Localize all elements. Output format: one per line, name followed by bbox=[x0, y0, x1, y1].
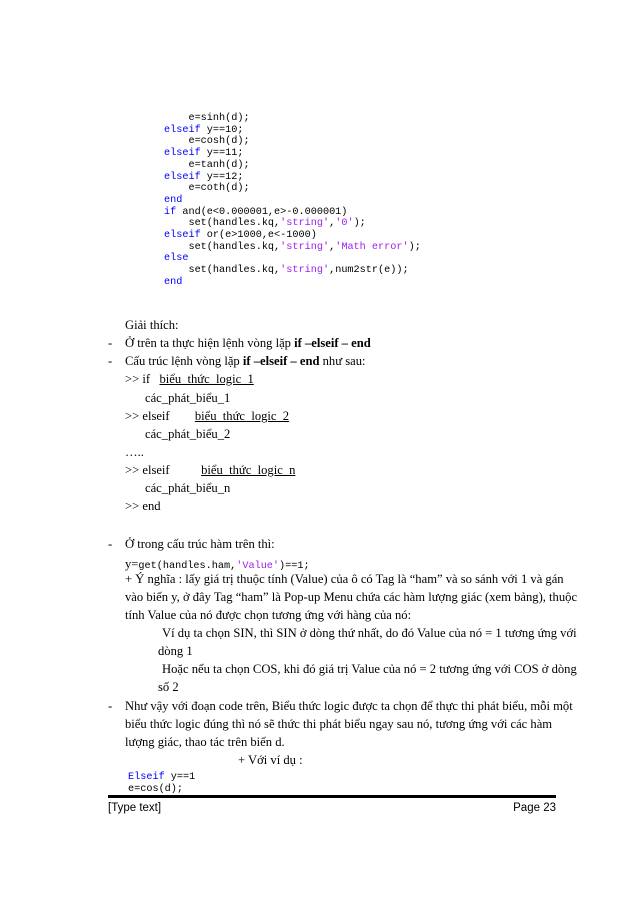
code-text: set(handles.kq, bbox=[164, 265, 281, 277]
code-keyword: if bbox=[164, 206, 177, 218]
syntax-if: >> if biểu_thức_logic_1 bbox=[125, 372, 254, 386]
meaning-line-1: + Ý nghĩa : lấy giá trị thuộc tính (Value) của ô có Tag là “ham” và so sánh với 1 và gán bbox=[125, 572, 564, 586]
code-line bbox=[164, 160, 421, 172]
code-line bbox=[164, 183, 421, 195]
example-label: + Với ví dụ : bbox=[238, 753, 303, 767]
example-code-line-2: e=cos(d); bbox=[128, 784, 184, 795]
bullet-2-tail: như sau: bbox=[319, 354, 366, 368]
bullet-3: Ở trong cấu trúc hàm trên thì: bbox=[125, 537, 275, 551]
code-line bbox=[164, 218, 421, 230]
bullet-4-line-3: lượng giác, thao tác trên biến d. bbox=[125, 735, 285, 749]
bullet-dash: - bbox=[108, 699, 113, 713]
bullet-dash: - bbox=[108, 336, 113, 350]
code-y: y= bbox=[125, 557, 139, 571]
syntax-elseif-n-cond: biểu_thức_logic_n bbox=[201, 463, 296, 477]
code-keyword: elseif bbox=[164, 124, 201, 136]
code-string: 'string' bbox=[280, 241, 330, 253]
meaning-line-3: tính Value của nó được chọn tương ứng với hàng của nó: bbox=[125, 608, 412, 622]
bullet-1-bold: if –elseif – end bbox=[294, 336, 371, 350]
code-text: ); bbox=[408, 241, 421, 253]
example-1-line-2: dòng 1 bbox=[158, 644, 193, 658]
code-line bbox=[164, 242, 421, 254]
code-keyword: end bbox=[164, 194, 183, 206]
code-text: y==12; bbox=[200, 171, 244, 183]
code-value: 'Value' bbox=[236, 561, 280, 572]
bullet-dash: - bbox=[108, 354, 113, 368]
bullet-4-line-1: Như vậy với đoạn code trên, Biểu thức logic được ta chọn để thực thi phát biểu, mỗi một bbox=[125, 699, 573, 713]
code-text: e=coth(d); bbox=[164, 183, 250, 195]
bullet-2-bold: if –elseif – end bbox=[242, 354, 320, 368]
syntax-if-cond: biểu_thức_logic_1 bbox=[159, 372, 254, 386]
code-line bbox=[164, 125, 421, 137]
example-2-line-1: Hoặc nếu ta chọn COS, khi đó giá trị Value của nó = 2 tương ứng với COS ở dòng bbox=[162, 662, 577, 676]
example-code-keyword: Elseif bbox=[128, 772, 165, 783]
code-text: e=cosh(d); bbox=[164, 136, 250, 148]
example-code-cond: y==1 bbox=[164, 772, 196, 783]
syntax-stmt-n: các_phát_biểu_n bbox=[145, 481, 231, 495]
syntax-end: >> end bbox=[125, 499, 161, 513]
code-line bbox=[164, 230, 421, 242]
bullet-2-text: Cấu trúc lệnh vòng lặp bbox=[125, 354, 243, 368]
syntax-stmt-1: các_phát_biểu_1 bbox=[145, 391, 231, 405]
bullet-4-line-2: biểu thức logic đúng thì nó sẽ thức thi phát biểu ngay sau nó, tương ứng với các hàm bbox=[125, 717, 553, 731]
syntax-elseif-n: >> elseif biểu_thức_logic_n bbox=[125, 463, 296, 477]
code-line bbox=[164, 148, 421, 160]
code-block-top bbox=[164, 113, 421, 289]
code-string: 'string' bbox=[280, 218, 330, 230]
code-line bbox=[164, 113, 421, 125]
code-text: y==10; bbox=[200, 124, 244, 136]
code-keyword: elseif bbox=[164, 148, 201, 160]
footer-left: [Type text] bbox=[108, 802, 162, 814]
example-code-line-1 bbox=[128, 772, 195, 784]
syntax-stmt-2: các_phát_biểu_2 bbox=[145, 427, 231, 441]
code-text: set(handles.kq, bbox=[164, 241, 281, 253]
code-text: e=tanh(d); bbox=[164, 159, 250, 171]
meaning-line-2: vào biến y, ở đây Tag “ham” là Pop-up Menu chứa các hàm lượng giác (xem bảng), thuộc bbox=[125, 590, 578, 604]
bullet-1-text: Ở trên ta thực hiện lệnh vòng lặp bbox=[125, 336, 295, 350]
code-text: and(e<0.000001,e>-0.000001) bbox=[176, 206, 348, 218]
code-line-get bbox=[125, 555, 310, 573]
code-text: or(e>1000,e<-1000) bbox=[200, 230, 317, 242]
code-text: set(handles.kq, bbox=[164, 218, 281, 230]
code-line bbox=[164, 207, 421, 219]
example-2-line-2: số 2 bbox=[158, 680, 179, 694]
code-keyword: elseif bbox=[164, 230, 201, 242]
code-line bbox=[164, 265, 421, 277]
syntax-elseif-2-cond: biểu_thức_logic_2 bbox=[194, 409, 290, 423]
bullet-dash: - bbox=[108, 537, 113, 551]
code-line bbox=[164, 253, 421, 265]
code-keyword: else bbox=[164, 253, 189, 265]
bullet-2 bbox=[125, 354, 366, 369]
example-1-line-1: Ví dụ ta chọn SIN, thì SIN ở dòng thứ nhất, do đó Value của nó = 1 tương ứng với bbox=[162, 626, 577, 640]
footer-rule bbox=[108, 795, 556, 798]
code-string: '0' bbox=[335, 218, 354, 230]
bullet-1 bbox=[125, 336, 371, 351]
code-tail: )==1; bbox=[279, 561, 310, 572]
footer-page-number: Page 23 bbox=[513, 802, 556, 814]
code-get: get(handles.ham, bbox=[138, 561, 237, 572]
code-text: , bbox=[329, 241, 336, 253]
code-text: , bbox=[329, 218, 336, 230]
code-line bbox=[164, 136, 421, 148]
syntax-elseif-2: >> elseif biểu_thức_logic_2 bbox=[125, 409, 290, 423]
code-string: 'Math error' bbox=[335, 241, 409, 253]
code-line bbox=[164, 277, 421, 289]
code-text: ,num2str(e)); bbox=[329, 265, 409, 277]
syntax-ellipsis: ….. bbox=[125, 445, 144, 459]
code-string: 'string' bbox=[280, 265, 330, 277]
code-line bbox=[164, 172, 421, 184]
code-text: e=sinh(d); bbox=[164, 113, 250, 124]
code-keyword: elseif bbox=[164, 171, 201, 183]
explain-heading: Giải thích: bbox=[125, 318, 179, 332]
code-keyword: end bbox=[164, 276, 183, 288]
code-text: y==11; bbox=[200, 148, 244, 160]
code-line bbox=[164, 195, 421, 207]
code-text: ); bbox=[353, 218, 366, 230]
